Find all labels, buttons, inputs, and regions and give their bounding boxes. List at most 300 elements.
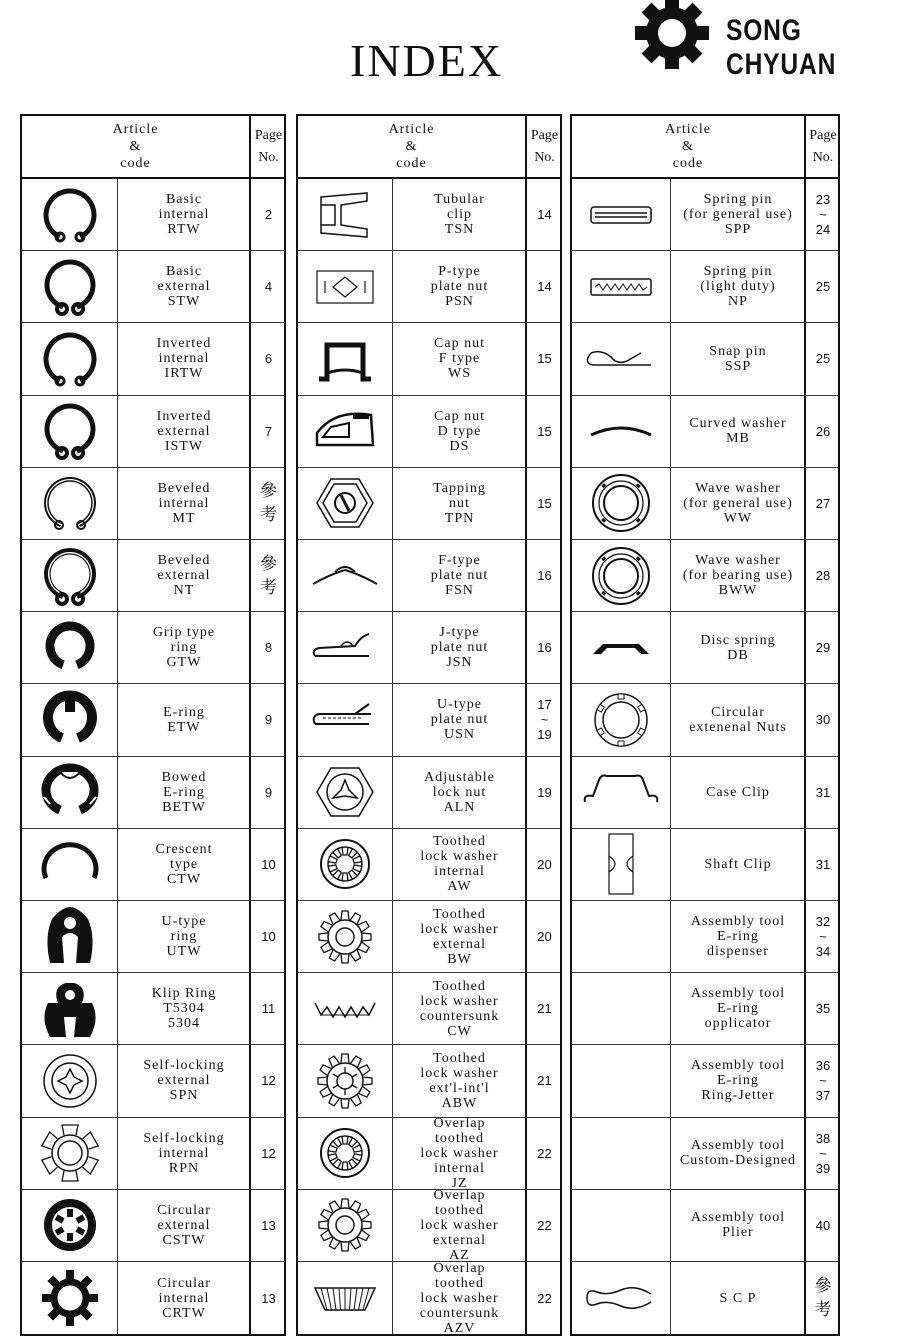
article-name-line: external bbox=[157, 568, 211, 584]
product-image-cell bbox=[22, 323, 117, 394]
cap-nut-d-icon bbox=[310, 399, 380, 463]
wave-washer-icon bbox=[586, 471, 656, 535]
header-line: No. bbox=[534, 149, 555, 165]
article-code-cell bbox=[392, 1115, 526, 1191]
article-code-cell bbox=[392, 973, 526, 1044]
article-name-line: SPP bbox=[724, 222, 752, 238]
snap-pin-icon bbox=[586, 327, 656, 391]
page-number-cell: 30 bbox=[804, 684, 840, 755]
header-line: Article bbox=[388, 122, 435, 137]
beveled-internal-ring-icon bbox=[35, 471, 105, 535]
table-row bbox=[22, 1045, 284, 1117]
product-image-cell bbox=[572, 829, 670, 900]
product-image-cell bbox=[22, 684, 117, 755]
article-name-line: internal bbox=[158, 495, 210, 511]
article-code-cell bbox=[117, 973, 250, 1044]
article-name-line: nut bbox=[449, 495, 470, 511]
table-row bbox=[572, 829, 838, 901]
header-line: code bbox=[396, 156, 427, 171]
article-name-line: Wave washer bbox=[695, 553, 781, 569]
article-name-line: (for general use) bbox=[683, 207, 793, 223]
article-name-line: PSN bbox=[445, 294, 474, 310]
page-number-cell: 31 bbox=[804, 757, 840, 828]
page-number-cell: 25 bbox=[804, 323, 840, 394]
article-code-cell bbox=[670, 973, 805, 1044]
article-name-line: Cap nut bbox=[434, 408, 485, 424]
external-retaining-ring-icon bbox=[35, 255, 105, 319]
article-name-line: Toothed bbox=[433, 1050, 486, 1066]
page-number-cell: 參 考 bbox=[249, 468, 286, 539]
article-name-line: RPN bbox=[168, 1160, 200, 1176]
page-number-cell: 13 bbox=[249, 1190, 286, 1261]
page-number-cell: 15 bbox=[525, 468, 562, 539]
article-name-line: STW bbox=[167, 294, 201, 310]
article-code-cell bbox=[392, 468, 526, 539]
article-name-line: Klip Ring bbox=[151, 986, 217, 1002]
product-image-cell bbox=[572, 973, 670, 1044]
adjustable-lock-nut-icon bbox=[310, 760, 380, 824]
article-code-cell bbox=[670, 540, 805, 611]
article-name-line: P-type bbox=[438, 264, 481, 280]
article-name-line: NT bbox=[173, 583, 195, 599]
page-number-cell: 14 bbox=[525, 179, 562, 250]
article-name-line: internal bbox=[158, 1290, 210, 1306]
article-name-line: Self-locking bbox=[143, 1130, 225, 1146]
article-name-line: USN bbox=[443, 727, 475, 743]
article-name-line: clip bbox=[447, 207, 472, 223]
table-row bbox=[572, 179, 838, 251]
gear-logo-icon bbox=[632, 0, 714, 70]
product-image-cell bbox=[22, 829, 117, 900]
page-number-cell: 21 bbox=[525, 973, 562, 1044]
article-name-line: S C P bbox=[719, 1290, 757, 1306]
article-code-cell bbox=[392, 1187, 526, 1263]
table-row bbox=[298, 1262, 560, 1334]
article-name-line: F-type bbox=[438, 553, 481, 569]
product-image-cell bbox=[572, 179, 670, 250]
article-name-line: Basic bbox=[165, 264, 203, 280]
wave-washer-bearing-icon bbox=[586, 544, 656, 608]
toothed-washer-internal-icon bbox=[310, 832, 380, 896]
article-name-line: toothed bbox=[435, 1130, 484, 1146]
crescent-ring-icon bbox=[35, 832, 105, 896]
table-row bbox=[298, 323, 560, 395]
article-name-line: MB bbox=[726, 431, 750, 447]
index-table-1 bbox=[20, 114, 286, 1336]
table-row bbox=[298, 1187, 560, 1263]
article-name-line: toothed bbox=[435, 1275, 484, 1291]
table-row bbox=[298, 901, 560, 973]
article-name-line: external bbox=[157, 423, 211, 439]
article-name-line: BWW bbox=[718, 583, 758, 599]
table-header bbox=[22, 116, 284, 179]
product-image-cell bbox=[298, 901, 392, 972]
article-name-line: Assembly tool bbox=[690, 1058, 786, 1074]
u-ring-icon bbox=[35, 905, 105, 969]
article-name-line: Beveled bbox=[157, 553, 211, 569]
table-row bbox=[22, 973, 284, 1045]
table-row bbox=[298, 684, 560, 756]
header-line: Article bbox=[112, 122, 159, 137]
article-code-header bbox=[572, 116, 804, 177]
page-number-cell: 8 bbox=[249, 612, 286, 683]
table-row bbox=[572, 323, 838, 395]
article-name-line: E-ring bbox=[717, 929, 759, 945]
circular-external-icon bbox=[35, 1193, 105, 1257]
self-locking-external-icon bbox=[35, 1049, 105, 1113]
article-code-cell bbox=[670, 1190, 805, 1261]
header-line: & bbox=[129, 139, 142, 154]
page-number-cell: 29 bbox=[804, 612, 840, 683]
page-number-cell: 14 bbox=[525, 251, 562, 322]
index-table-3 bbox=[570, 114, 840, 1336]
product-image-cell bbox=[22, 396, 117, 467]
table-row bbox=[22, 540, 284, 612]
page-number-cell: 16 bbox=[525, 540, 562, 611]
page-number-cell: 15 bbox=[525, 323, 562, 394]
article-name-line: Assembly tool bbox=[690, 986, 786, 1002]
page-number-cell: 20 bbox=[525, 901, 562, 972]
header-line: code bbox=[120, 156, 151, 171]
page-number-cell: 31 bbox=[804, 829, 840, 900]
product-image-cell bbox=[572, 1118, 670, 1189]
page-number-cell: 11 bbox=[249, 973, 286, 1044]
page-number-cell: 40 bbox=[804, 1190, 840, 1261]
article-name-line: AZ bbox=[449, 1247, 470, 1263]
article-code-cell bbox=[392, 757, 526, 828]
article-code-cell bbox=[117, 1118, 250, 1189]
table-row bbox=[298, 468, 560, 540]
article-code-cell bbox=[117, 1045, 250, 1116]
product-image-cell bbox=[298, 757, 392, 828]
article-name-line: Shaft Clip bbox=[704, 856, 772, 872]
product-image-cell bbox=[298, 468, 392, 539]
article-name-line: ALN bbox=[443, 799, 476, 815]
article-name-line: type bbox=[169, 856, 199, 872]
page-number-cell: 13 bbox=[249, 1262, 286, 1334]
article-name-line: lock washer bbox=[420, 1065, 499, 1081]
article-name-line: Adjustable bbox=[424, 769, 495, 785]
article-name-line: lock washer bbox=[420, 993, 499, 1009]
article-name-line: UTW bbox=[166, 944, 202, 960]
table-row bbox=[572, 468, 838, 540]
article-code-cell bbox=[670, 612, 805, 683]
spring-pin-light-icon bbox=[586, 255, 656, 319]
article-name-line: internal bbox=[158, 351, 210, 367]
article-code-cell bbox=[117, 829, 250, 900]
toothed-washer-countersunk-icon bbox=[310, 977, 380, 1041]
article-name-line: plate nut bbox=[430, 279, 489, 295]
article-name-line: (for bearing use) bbox=[682, 568, 794, 584]
article-name-line: SPN bbox=[169, 1088, 199, 1104]
inverted-internal-ring-icon bbox=[35, 327, 105, 391]
circular-internal-icon bbox=[35, 1266, 105, 1330]
page-no-header bbox=[249, 116, 286, 177]
article-code-cell bbox=[392, 1045, 526, 1116]
article-name-line: external bbox=[432, 936, 487, 952]
article-name-line: Basic bbox=[165, 192, 203, 208]
article-name-line: internal bbox=[434, 1160, 485, 1176]
article-name-line: IRTW bbox=[164, 366, 204, 382]
product-image-cell bbox=[572, 1045, 670, 1116]
article-name-line: T5304 bbox=[163, 1001, 205, 1017]
article-code-header bbox=[298, 116, 525, 177]
page-number-cell: 參 考 bbox=[249, 540, 286, 611]
article-name-line: extenenal Nuts bbox=[689, 719, 787, 735]
article-name-line: Toothed bbox=[433, 906, 486, 922]
article-name-line: Crescent bbox=[155, 841, 213, 857]
page-number-cell: 20 bbox=[525, 829, 562, 900]
page-number-cell: 22 bbox=[525, 1190, 562, 1261]
article-name-line: lock washer bbox=[420, 1217, 499, 1233]
e-ring-icon bbox=[35, 688, 105, 752]
product-image-cell bbox=[22, 540, 117, 611]
article-name-line: E-ring bbox=[717, 1073, 759, 1089]
product-image-cell bbox=[298, 323, 392, 394]
j-type-plate-nut-icon bbox=[310, 616, 380, 680]
page-number-cell: 32 ~ 34 bbox=[804, 901, 840, 972]
table-header bbox=[298, 116, 560, 179]
article-code-header bbox=[22, 116, 249, 177]
internal-retaining-ring-icon bbox=[35, 183, 105, 247]
article-name-line: E-ring bbox=[717, 1001, 759, 1017]
page-number-cell: 23 ~ 24 bbox=[804, 179, 840, 250]
article-name-line: BETW bbox=[162, 799, 206, 815]
product-image-cell bbox=[22, 901, 117, 972]
article-name-line: U-type bbox=[161, 914, 207, 930]
article-code-cell bbox=[392, 396, 526, 467]
product-image-cell bbox=[22, 179, 117, 250]
header-line: code bbox=[672, 156, 704, 171]
table-row bbox=[572, 612, 838, 684]
article-name-line: lock nut bbox=[432, 784, 487, 800]
cap-nut-f-icon bbox=[310, 327, 380, 391]
table-row bbox=[22, 612, 284, 684]
article-name-line: Toothed bbox=[433, 978, 486, 994]
case-clip-icon bbox=[586, 760, 656, 824]
table-row bbox=[298, 612, 560, 684]
product-image-cell bbox=[22, 612, 117, 683]
page-number-cell: 9 bbox=[249, 684, 286, 755]
article-name-line: CTW bbox=[166, 871, 202, 887]
article-name-line: Overlap bbox=[433, 1260, 486, 1276]
article-name-line: Ring-Jetter bbox=[701, 1088, 775, 1104]
article-name-line: Toothed bbox=[433, 834, 486, 850]
article-name-line: Spring pin bbox=[703, 192, 773, 208]
grip-ring-icon bbox=[35, 616, 105, 680]
product-image-cell bbox=[298, 973, 392, 1044]
product-image-cell bbox=[572, 540, 670, 611]
article-name-line: Plier bbox=[722, 1225, 754, 1241]
article-name-line: Inverted bbox=[156, 408, 212, 424]
article-name-line: Curved washer bbox=[689, 416, 787, 432]
article-name-line: Assembly tool bbox=[690, 1138, 786, 1154]
header-line: Page bbox=[530, 127, 559, 143]
article-name-line: Wave washer bbox=[695, 480, 781, 496]
product-image-cell bbox=[298, 251, 392, 322]
article-name-line: Circular bbox=[711, 704, 765, 720]
brand-name: SONG CHYUAN bbox=[726, 14, 837, 81]
page-no-header bbox=[804, 116, 840, 177]
article-name-line: plate nut bbox=[430, 712, 489, 728]
article-name-line: AW bbox=[447, 879, 472, 895]
article-name-line: lock washer bbox=[420, 921, 499, 937]
article-code-cell bbox=[392, 612, 526, 683]
product-image-cell bbox=[298, 179, 392, 250]
article-name-line: Self-locking bbox=[143, 1058, 225, 1074]
article-name-line: GTW bbox=[166, 655, 202, 671]
product-image-cell bbox=[298, 396, 392, 467]
article-name-line: (light duty) bbox=[700, 279, 776, 295]
article-name-line: Case Clip bbox=[706, 784, 770, 800]
overlap-washer-external-icon bbox=[310, 1193, 380, 1257]
article-name-line: CSTW bbox=[162, 1232, 206, 1248]
article-name-line: J-type bbox=[439, 625, 480, 641]
article-name-line: toothed bbox=[435, 1202, 484, 1218]
product-image-cell bbox=[22, 468, 117, 539]
article-name-line: countersunk bbox=[419, 1008, 500, 1024]
article-code-cell bbox=[117, 684, 250, 755]
article-name-line: 5304 bbox=[168, 1016, 200, 1032]
page-number-cell: 10 bbox=[249, 901, 286, 972]
article-name-line: Cap nut bbox=[434, 336, 485, 352]
page-number-cell: 36 ~ 37 bbox=[804, 1045, 840, 1116]
toothed-washer-external-icon bbox=[310, 905, 380, 969]
table-row bbox=[572, 901, 838, 973]
article-code-cell bbox=[117, 901, 250, 972]
article-code-cell bbox=[117, 468, 250, 539]
article-name-line: external bbox=[157, 279, 211, 295]
page-number-cell: 17 ~ 19 bbox=[525, 684, 562, 755]
article-name-line: lock washer bbox=[420, 1145, 499, 1161]
table-row bbox=[22, 1118, 284, 1190]
product-image-cell bbox=[22, 251, 117, 322]
article-name-line: Grip type bbox=[152, 625, 216, 641]
product-image-cell bbox=[22, 1045, 117, 1116]
product-image-cell bbox=[572, 901, 670, 972]
article-name-line: internal bbox=[434, 864, 485, 880]
article-code-cell bbox=[670, 901, 805, 972]
article-name-line: Assembly tool bbox=[690, 914, 786, 930]
product-image-cell bbox=[22, 1262, 117, 1334]
table-row bbox=[22, 684, 284, 756]
index-table-2 bbox=[296, 114, 562, 1336]
article-name-line: internal bbox=[158, 207, 210, 223]
product-image-cell bbox=[572, 684, 670, 755]
article-name-line: opplicator bbox=[704, 1016, 772, 1032]
overlap-washer-internal-icon bbox=[310, 1121, 380, 1185]
article-name-line: RTW bbox=[167, 222, 201, 238]
page-number-cell: 28 bbox=[804, 540, 840, 611]
table-row bbox=[572, 1190, 838, 1262]
product-image-cell bbox=[22, 1118, 117, 1189]
article-code-cell bbox=[392, 1262, 526, 1334]
page-number-cell: 16 bbox=[525, 612, 562, 683]
page-number-cell: 15 bbox=[525, 396, 562, 467]
article-name-line: Overlap bbox=[433, 1187, 486, 1203]
product-image-cell bbox=[298, 1045, 392, 1116]
disc-spring-icon bbox=[586, 616, 656, 680]
page-number-cell: 25 bbox=[804, 251, 840, 322]
article-name-line: (for general use) bbox=[683, 495, 793, 511]
article-code-cell bbox=[117, 323, 250, 394]
page-number-cell: 38 ~ 39 bbox=[804, 1118, 840, 1189]
article-name-line: E-ring bbox=[163, 784, 205, 800]
article-name-line: Custom-Designed bbox=[679, 1153, 797, 1169]
article-name-line: SSP bbox=[724, 358, 752, 374]
product-image-cell bbox=[22, 757, 117, 828]
u-type-plate-nut-icon bbox=[310, 688, 380, 752]
article-name-line: E-ring bbox=[163, 704, 205, 720]
article-code-cell bbox=[392, 323, 526, 394]
beveled-external-ring-icon bbox=[35, 544, 105, 608]
table-row bbox=[572, 684, 838, 756]
article-code-cell bbox=[670, 684, 805, 755]
page-number-cell: 9 bbox=[249, 757, 286, 828]
product-image-cell bbox=[298, 684, 392, 755]
article-name-line: Overlap bbox=[433, 1115, 486, 1131]
article-code-cell bbox=[117, 540, 250, 611]
header-line: Page bbox=[809, 127, 837, 143]
p-type-plate-nut-icon bbox=[310, 255, 380, 319]
page-number-cell: 22 bbox=[525, 1262, 562, 1334]
page-number-cell: 27 bbox=[804, 468, 840, 539]
article-code-cell bbox=[392, 829, 526, 900]
article-name-line: CRTW bbox=[162, 1305, 206, 1321]
table-row bbox=[22, 179, 284, 251]
article-code-cell bbox=[117, 1190, 250, 1261]
article-name-line: Circular bbox=[157, 1202, 211, 1218]
table-row bbox=[572, 1262, 838, 1334]
article-code-cell bbox=[392, 251, 526, 322]
table-row bbox=[22, 323, 284, 395]
page-no-header bbox=[525, 116, 562, 177]
page-number-cell: 35 bbox=[804, 973, 840, 1044]
product-image-cell bbox=[572, 612, 670, 683]
article-code-cell bbox=[392, 540, 526, 611]
product-image-cell bbox=[298, 540, 392, 611]
page-number-cell: 4 bbox=[249, 251, 286, 322]
article-code-cell bbox=[392, 179, 526, 250]
page-number-cell: 12 bbox=[249, 1118, 286, 1189]
page-number-cell: 21 bbox=[525, 1045, 562, 1116]
inverted-external-ring-icon bbox=[35, 399, 105, 463]
product-image-cell bbox=[298, 1190, 392, 1261]
header-line: No. bbox=[258, 149, 279, 165]
table-row bbox=[298, 396, 560, 468]
page-number-cell: 參 考 bbox=[804, 1262, 840, 1334]
product-image-cell bbox=[22, 1190, 117, 1261]
article-code-cell bbox=[670, 757, 805, 828]
table-row bbox=[572, 396, 838, 468]
article-name-line: Bowed bbox=[161, 769, 207, 785]
shaft-clip-icon bbox=[586, 832, 656, 896]
article-name-line: external bbox=[432, 1232, 487, 1248]
article-code-cell bbox=[117, 179, 250, 250]
article-code-cell bbox=[670, 1118, 805, 1189]
article-code-cell bbox=[670, 829, 805, 900]
article-name-line: TPN bbox=[444, 510, 475, 526]
article-name-line: BW bbox=[447, 951, 472, 967]
article-name-line: Inverted bbox=[156, 336, 212, 352]
table-row bbox=[298, 1115, 560, 1191]
page-number-cell: 10 bbox=[249, 829, 286, 900]
article-name-line: plate nut bbox=[430, 640, 489, 656]
table-header bbox=[572, 116, 838, 179]
article-name-line: DS bbox=[449, 438, 470, 454]
article-name-line: AZV bbox=[443, 1320, 476, 1336]
table-row bbox=[572, 1118, 838, 1190]
